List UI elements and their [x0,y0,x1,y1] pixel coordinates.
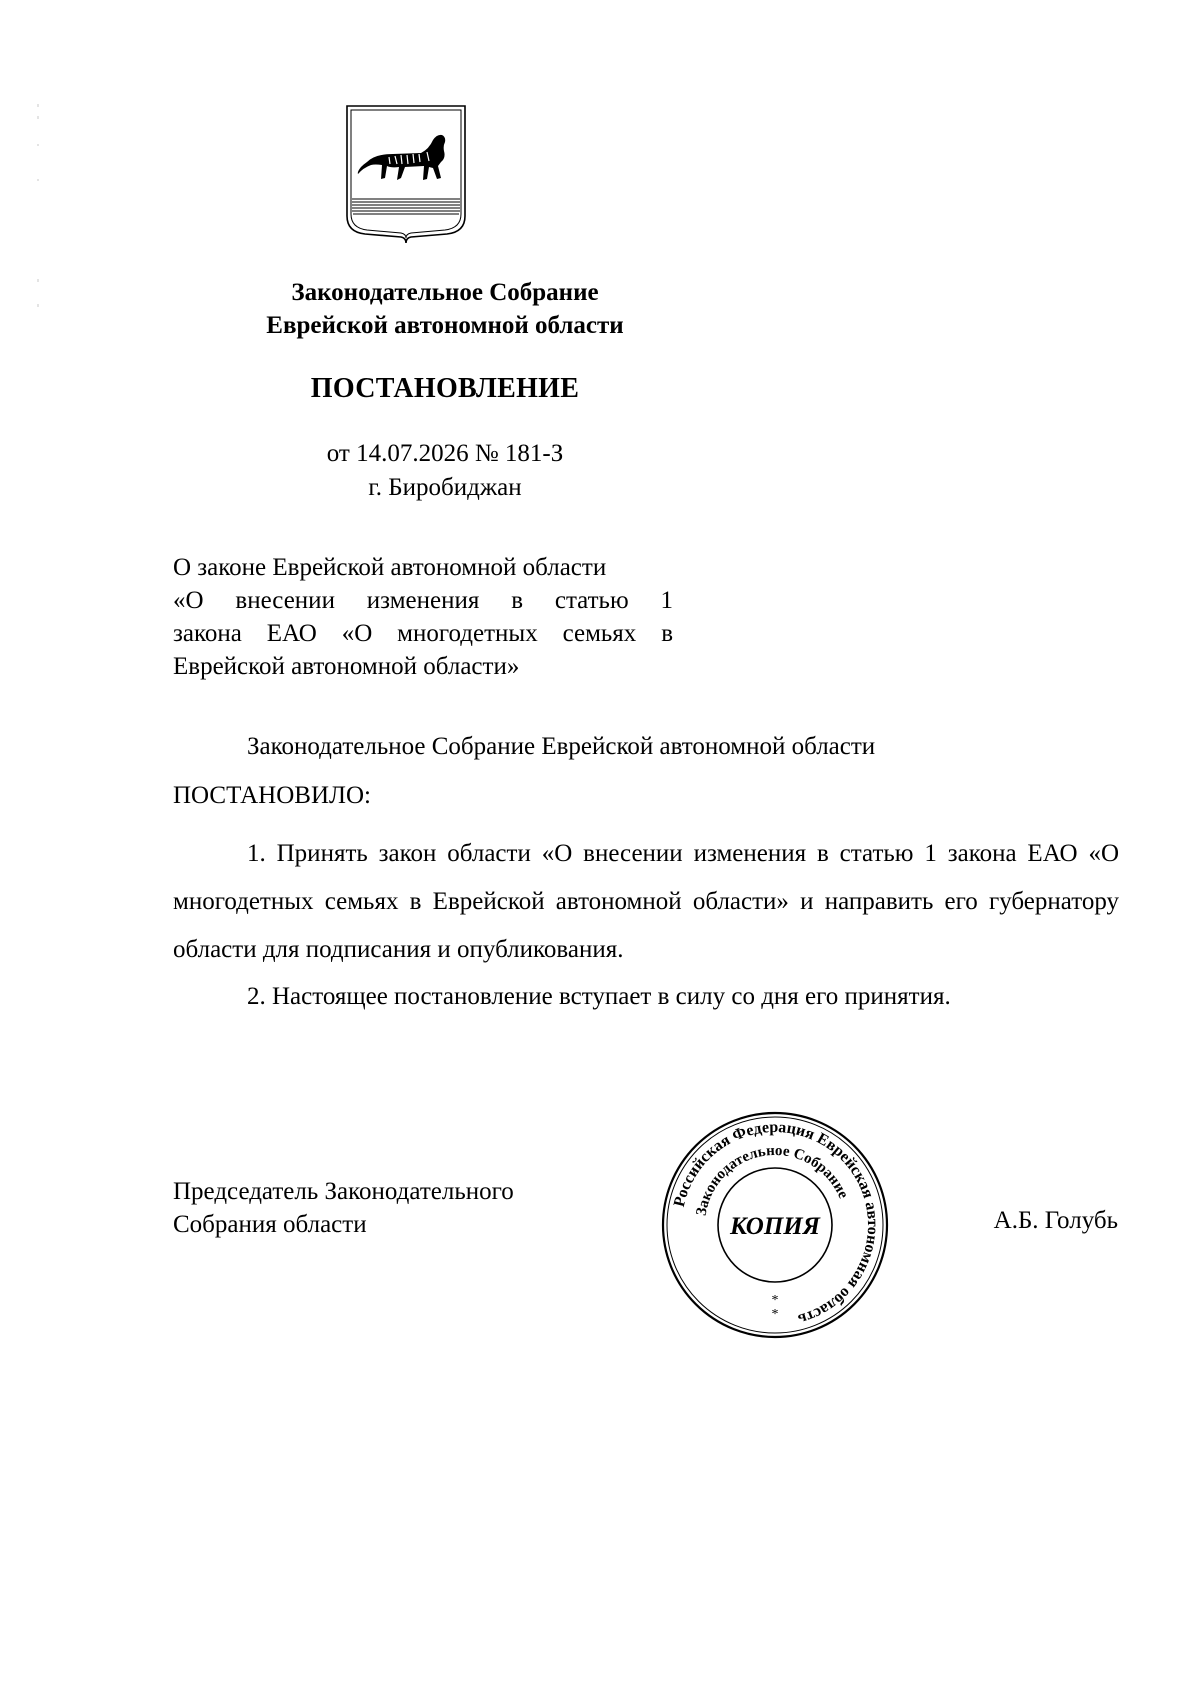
official-seal [660,1110,890,1340]
subject-line-3: закона ЕАО «О многодетных семьях в [173,620,673,647]
city: г. Биробиджан [368,474,522,501]
org-name [160,276,730,342]
seal-center-text: КОПИЯ [730,1213,820,1240]
date-and-place [160,437,730,505]
scan-marks [36,104,40,324]
decree-heading: ПОСТАНОВИЛО: [173,782,371,809]
document-type: ПОСТАНОВЛЕНИЕ [310,373,580,404]
subject-line-1: О законе Еврейской автономной области [173,554,607,581]
signatory-title-line-1: Председатель Законодательного [173,1178,514,1205]
seal-star-upper: * [771,1293,779,1308]
seal-outer-text: Российская Федерация Еврейская автономная область [670,1118,882,1328]
subject-line-2: «О внесении изменения в статью 1 [173,587,673,614]
preamble: Законодательное Собрание Еврейской автономной области [247,733,876,760]
signatory-title [173,1175,514,1241]
signatory-name: А.Б. Голубь [993,1207,1118,1234]
org-line-1: Законодательное Собрание [291,279,599,306]
tiger-coat-of-arms-icon [345,104,467,244]
decree-item-1: 1. Принять закон области «О внесении изменения в статью 1 закона ЕАО «О многодетных семьях в Еврейской автономной области» и направить его губернатору области для подписания и опубликования. [173,840,1119,963]
seal-inner-text: Законодательное Собрание [693,1142,852,1217]
decree-item-2: 2. Настоящее постановление вступает в силу со дня его принятия. [247,983,951,1010]
document-subject [173,551,673,683]
signatory-title-line-2: Собрания области [173,1211,367,1238]
date-number: от 14.07.2026 № 181-З [326,440,564,467]
org-line-2: Еврейской автономной области [266,312,624,339]
seal-star-lower: * [771,1307,779,1322]
subject-line-4: Еврейской автономной области» [173,653,520,680]
